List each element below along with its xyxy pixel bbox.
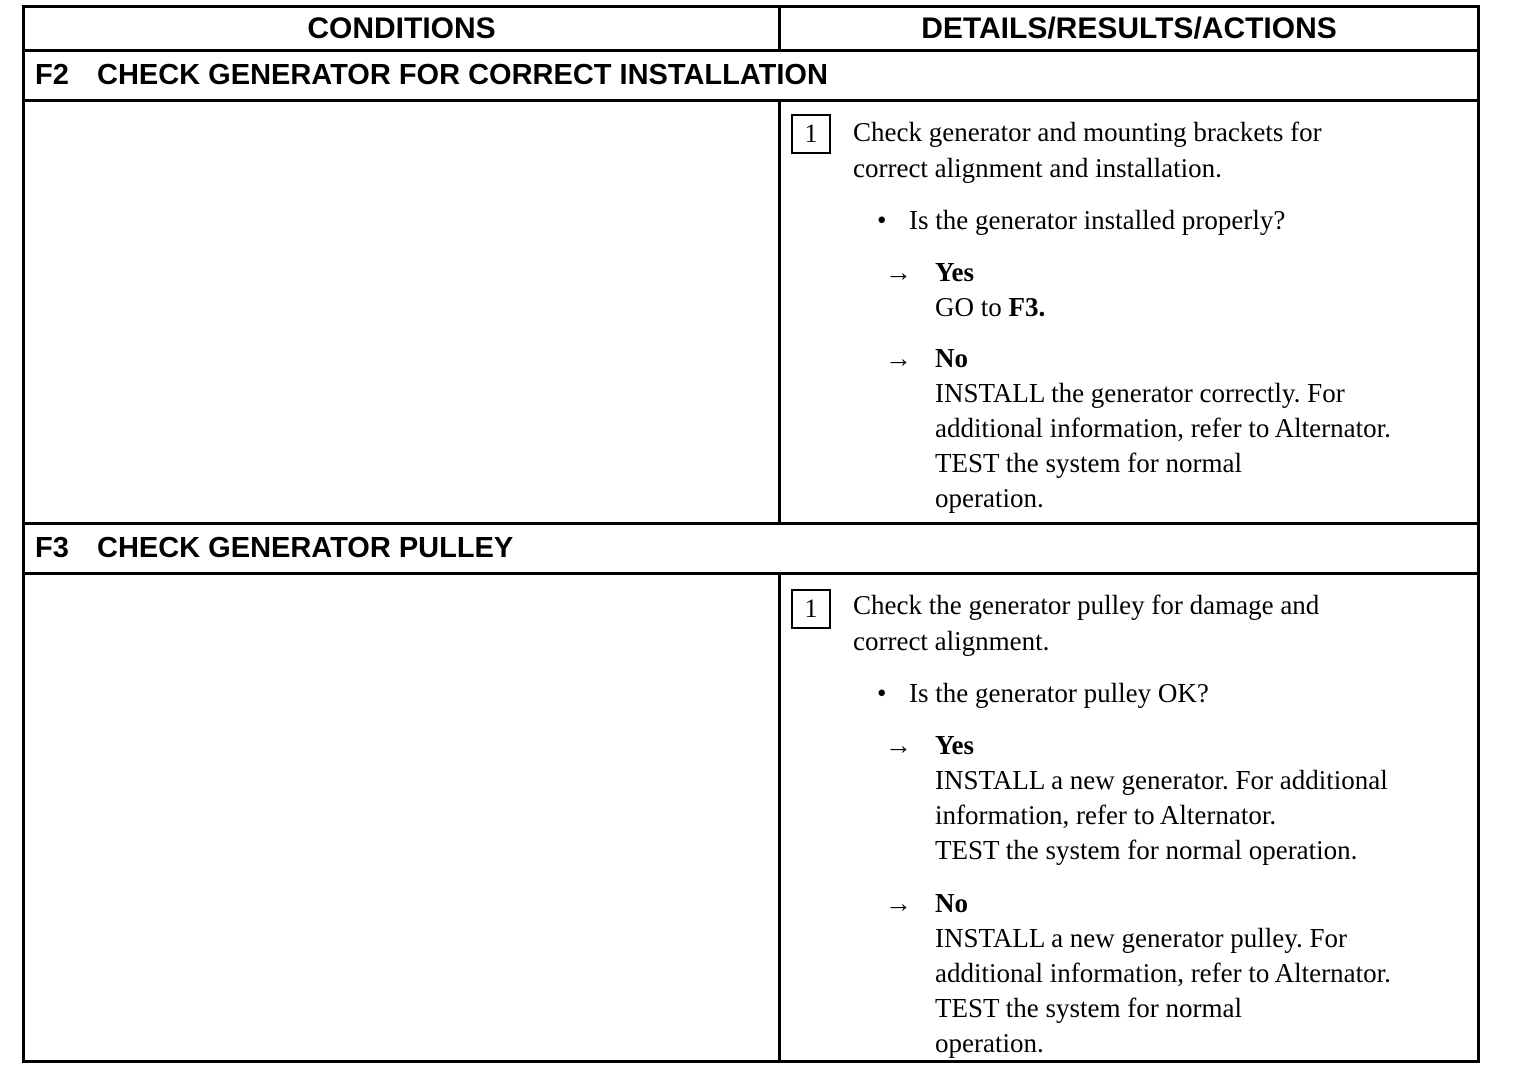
question-text: Is the generator pulley OK? (909, 678, 1209, 708)
details-header: DETAILS/RESULTS/ACTIONS (921, 12, 1337, 45)
arrow-right-icon: → (885, 888, 912, 918)
question (877, 202, 1285, 238)
step-text-line: correct alignment. (853, 626, 1050, 656)
conditions-header: CONDITIONS (25, 8, 781, 49)
answer-yes (885, 254, 974, 290)
conditions-cell-f2 (25, 102, 781, 522)
answer-yes-label: Yes (935, 730, 974, 760)
step-number-box: 1 (791, 589, 831, 629)
diagnostic-table (22, 5, 1480, 1063)
bullet-icon: • (877, 678, 887, 708)
answer-no-action (935, 376, 1495, 516)
answer-no-label: No (935, 343, 968, 373)
action-line: TEST the system for normal operation. (935, 835, 1358, 865)
table-header (25, 8, 1477, 52)
section-heading-f3: CHECK GENERATOR PULLEY (97, 532, 514, 564)
action-line: additional information, refer to Alternator. (935, 413, 1391, 443)
action-line: additional information, refer to Alternator. (935, 958, 1391, 988)
action-line: operation. (935, 1028, 1044, 1058)
details-cell-f3 (781, 575, 1477, 1060)
step-text (853, 114, 1453, 186)
section-title-f2 (25, 52, 1477, 102)
arrow-right-icon: → (885, 730, 912, 760)
question (877, 675, 1209, 711)
section-body-f2 (25, 102, 1477, 525)
action-line: TEST the system for normal (935, 448, 1242, 478)
section-title-f3 (25, 525, 1477, 575)
step-text-line: Check the generator pulley for damage and (853, 590, 1320, 620)
section-heading-f2: CHECK GENERATOR FOR CORRECT INSTALLATION (97, 59, 828, 91)
arrow-right-icon: → (885, 343, 912, 373)
conditions-cell-f3 (25, 575, 781, 1060)
step-text-line: correct alignment and installation. (853, 153, 1222, 183)
go-to-text: GO to (935, 292, 1002, 322)
action-line: information, refer to Alternator. (935, 800, 1277, 830)
section-code-f2: F2 (35, 59, 69, 91)
section-code-f3: F3 (35, 532, 69, 564)
action-line: TEST the system for normal (935, 993, 1242, 1023)
answer-yes-label: Yes (935, 257, 974, 287)
arrow-right-icon: → (885, 257, 912, 287)
action-line: INSTALL the generator correctly. For (935, 378, 1345, 408)
answer-no (885, 885, 968, 921)
answer-yes-action (935, 290, 1495, 325)
step-number-box: 1 (791, 114, 831, 154)
answer-yes-action (935, 763, 1495, 868)
bullet-icon: • (877, 205, 887, 235)
question-text: Is the generator installed properly? (909, 205, 1286, 235)
action-line: operation. (935, 483, 1044, 513)
action-line: INSTALL a new generator. For additional (935, 765, 1388, 795)
step-text (853, 587, 1453, 659)
answer-yes (885, 727, 974, 763)
action-line: INSTALL a new generator pulley. For (935, 923, 1347, 953)
section-body-f3 (25, 575, 1477, 1060)
details-cell-f2 (781, 102, 1477, 522)
step-text-line: Check generator and mounting brackets for (853, 117, 1322, 147)
answer-no (885, 340, 968, 376)
answer-no-label: No (935, 888, 968, 918)
answer-no-action (935, 921, 1495, 1061)
go-to-reference: F3. (1008, 292, 1046, 322)
